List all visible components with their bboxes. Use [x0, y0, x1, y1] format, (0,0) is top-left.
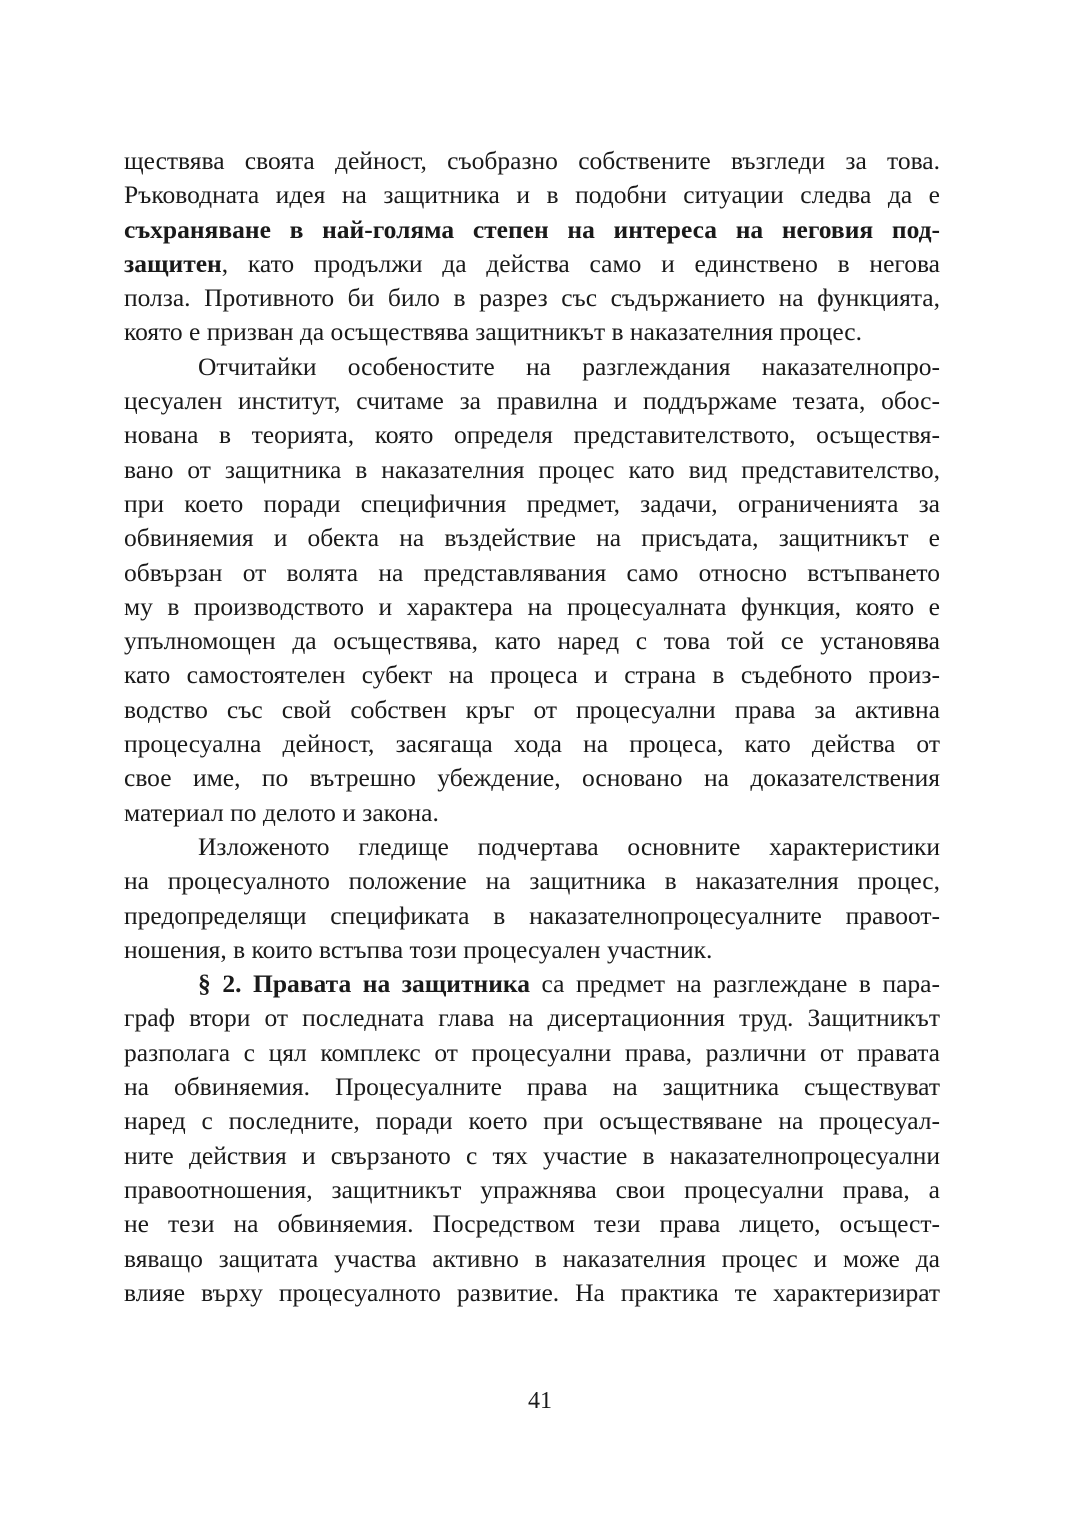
text-line: не тези на обвиняемия. Посредством тези права лицето, осъщест-	[124, 1209, 940, 1239]
text-line: която е призван да осъществява защитникът в наказателния процес.	[124, 317, 862, 347]
text-line: обвързан от волята на представлявания само относно встъпването	[124, 557, 940, 587]
text-line: ществява своята дейност, съобразно собствените възгледи за това.	[124, 146, 940, 175]
paragraph	[124, 830, 940, 967]
text-line: Изложеното гледище подчертава основните характеристики	[198, 831, 940, 861]
paragraph	[124, 967, 940, 1310]
page-number: 41	[528, 1388, 552, 1414]
text-line: обвиняемия и обекта на въздействие на присъдата, защитникът е	[124, 523, 940, 553]
text-line: упълномощен да осъществява, като наред с това той се установява	[124, 626, 940, 656]
text-line: правоотношения, защитникът упражнява свои процесуални права, а	[124, 1174, 940, 1204]
text-line: материал по делото и закона.	[124, 797, 439, 827]
bold-phrase: съхраняване в най-голяма степен на интереса на неговия под-	[124, 214, 940, 244]
text-line: на обвиняемия. Процесуалните права на защитника съществуват	[124, 1072, 940, 1102]
bold-phrase: защитен	[124, 248, 222, 278]
text-line: Отчитайки особеностите на разглеждания наказателнопро-	[198, 351, 940, 381]
text-line: при което поради специфичния предмет, задачи, ограниченията за	[124, 488, 940, 518]
text-line: свое име, по вътрешно убеждение, основано на доказателствения	[124, 763, 940, 793]
body-text	[124, 144, 940, 1310]
text-run: са предмет на разглеждане в пара-	[529, 969, 940, 999]
section-heading: § 2. Правата на защитника	[198, 969, 530, 999]
text-run: , като продължи да действа само и единствено в негова	[221, 248, 940, 278]
text-line: разполага с цял комплекс от процесуални права, различни от правата	[124, 1037, 940, 1067]
paragraph	[124, 350, 940, 830]
text-line: полза. Противното би било в разрез със съдържанието на функцията,	[124, 283, 940, 313]
text-line: водство със свой собствен кръг от процесуални права за активна	[124, 694, 940, 724]
paragraph	[124, 144, 940, 350]
text-line: на процесуалното положение на защитника в наказателния процес,	[124, 866, 940, 896]
text-line: вяващо защитата участва активно в наказателния процес и може да	[124, 1243, 940, 1273]
text-line: процесуална дейност, засягаща хода на процеса, като действа от	[124, 729, 940, 759]
text-line: ношения, в които встъпва този процесуален участник.	[124, 934, 713, 964]
text-line: предопределящи спецификата в наказателнопроцесуалните правоот-	[124, 900, 940, 930]
text-line	[124, 967, 940, 1001]
text-line: Ръководната идея на защитника и в подобни ситуации следва да е	[124, 180, 940, 210]
text-line	[124, 213, 940, 247]
text-line: цесуален институт, считаме за правилна и поддържаме тезата, обос-	[124, 386, 940, 416]
text-line: наред с последните, поради което при осъществяване на процесуал-	[124, 1106, 940, 1136]
text-line: вано от защитника в наказателния процес като вид представителство,	[124, 454, 940, 484]
text-line: ните действия и свързаното с тях участие в наказателнопроцесуални	[124, 1140, 940, 1170]
text-line: граф втори от последната глава на дисертационния труд. Защитникът	[124, 1003, 940, 1033]
text-line: нована в теорията, която определя представителството, осъществя-	[124, 420, 940, 450]
text-line: като самостоятелен субект на процеса и страна в съдебното произ-	[124, 660, 940, 690]
text-line: му в производството и характера на процесуалната функция, която е	[124, 591, 940, 621]
text-line	[124, 247, 940, 281]
text-line: влияе върху процесуалното развитие. На практика те характеризират	[124, 1277, 940, 1307]
